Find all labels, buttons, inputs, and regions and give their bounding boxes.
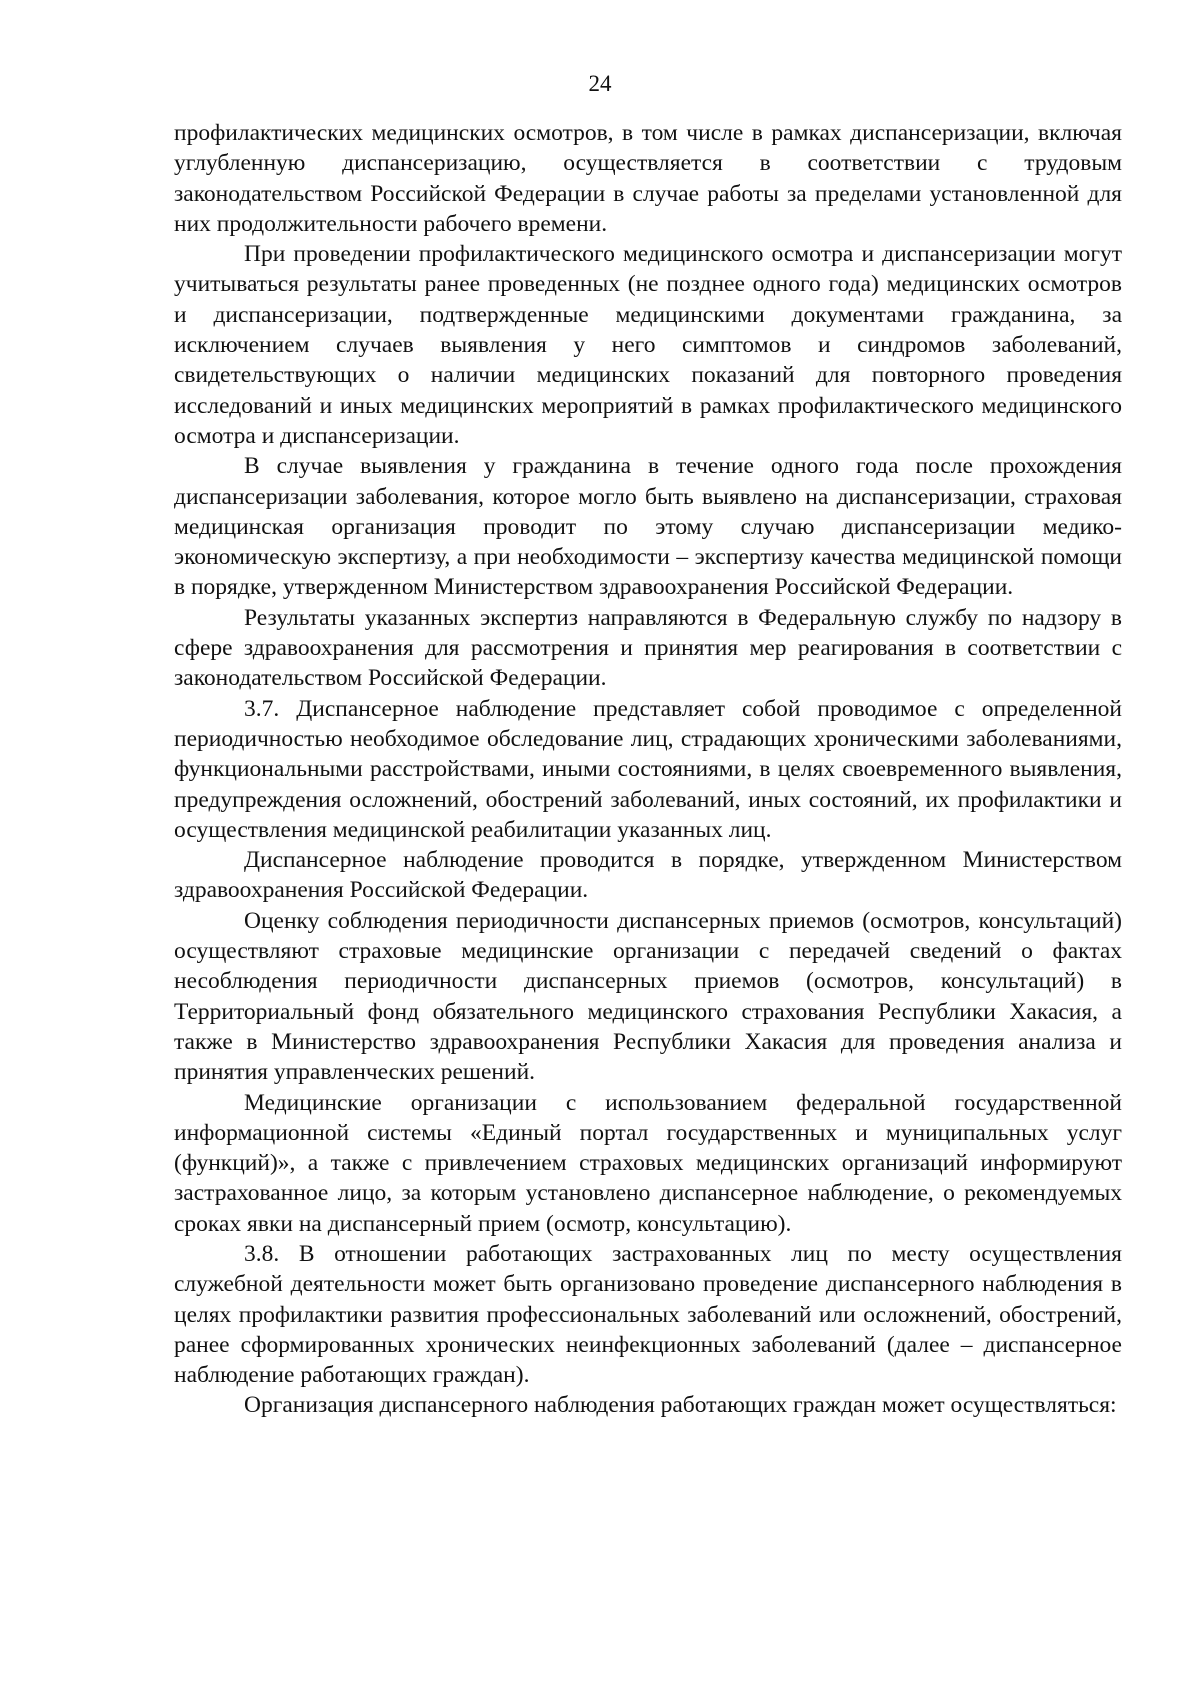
document-body <box>174 118 1122 1421</box>
paragraph-prior-results: При проведении профилактического медицинского осмотра и диспансеризации могут учитываться результаты ранее проведенных (не позднее одного года) медицинских осмотров и диспансеризации, подтвержденные медицинскими документами гражданина, за исключением случаев выявления у него симптомов и синдромов заболеваний, свидетельствующих о наличии медицинских показаний для повторного проведения исследований и иных медицинских мероприятий в рамках профилактического медицинского осмотра и диспансеризации. <box>174 241 1122 449</box>
paragraph-continuation: профилактических медицинских осмотров, в том числе в рамках диспансеризации, включая углубленную диспансеризацию, осуществляется в соответствии с трудовым законодательством Российской Федерации в случае работы за пределами установленной для них продолжительности рабочего времени. <box>174 120 1122 237</box>
paragraph-periodicity-assessment: Оценку соблюдения периодичности диспансерных приемов (осмотров, консультаций) осуществляют страховые медицинские организации с передачей сведений о фактах несоблюдения периодичности диспансерных приемов (осмотров, консультаций) в Территориальный фонд обязательного медицинского страхования Республики Хакасия, а также в Министерство здравоохранения Республики Хакасия для проведения анализа и принятия управленческих решений. <box>174 907 1122 1086</box>
paragraph-section-3-7: 3.7. Диспансерное наблюдение представляет собой проводимое с определенной периодичностью необходимое обследование лиц, страдающих хроническими заболеваниями, функциональными расстройствами, иными состояниями, в целях своевременного выявления, предупреждения осложнений, обострений заболеваний, иных состояний, их профилактики и осуществления медицинской реабилитации указанных лиц. <box>174 695 1122 843</box>
paragraph-disease-detection: В случае выявления у гражданина в течение одного года после прохождения диспансеризации заболевания, которое могло быть выявлено на диспансеризации, страховая медицинская организация проводит по этому случаю диспансеризации медико-экономическую экспертизу, а при необходимости – экспертизу качества медицинской помощи в порядке, утвержденном Министерством здравоохранения Российской Федерации. <box>174 453 1122 601</box>
paragraph-expertise-results: Результаты указанных экспертиз направляются в Федеральную службу по надзору в сфере здравоохранения для рассмотрения и принятия мер реагирования в соответствии с законодательством Российской Федерации. <box>174 604 1122 692</box>
page-number: 24 <box>588 71 612 96</box>
paragraph-dispensary-order: Диспансерное наблюдение проводится в порядке, утвержденном Министерством здравоохранения Российской Федерации. <box>174 847 1122 904</box>
paragraph-working-citizens: Организация диспансерного наблюдения работающих граждан может осуществляться: <box>244 1392 1117 1419</box>
paragraph-portal-informing: Медицинские организации с использованием федеральной государственной информационной системы «Единый портал государственных и муниципальных услуг (функций)», а также с привлечением страховых медицинских организаций информируют застрахованное лицо, за которым установлено диспансерное наблюдение, о рекомендуемых сроках явки на диспансерный прием (осмотр, консультацию). <box>174 1089 1122 1237</box>
paragraph-section-3-8: 3.8. В отношении работающих застрахованных лиц по месту осуществления служебной деятельности может быть организовано проведение диспансерного наблюдения в целях профилактики развития профессиональных заболеваний или осложнений, обострений, ранее сформированных хронических неинфекционных заболеваний (далее – диспансерное наблюдение работающих граждан). <box>174 1240 1122 1389</box>
